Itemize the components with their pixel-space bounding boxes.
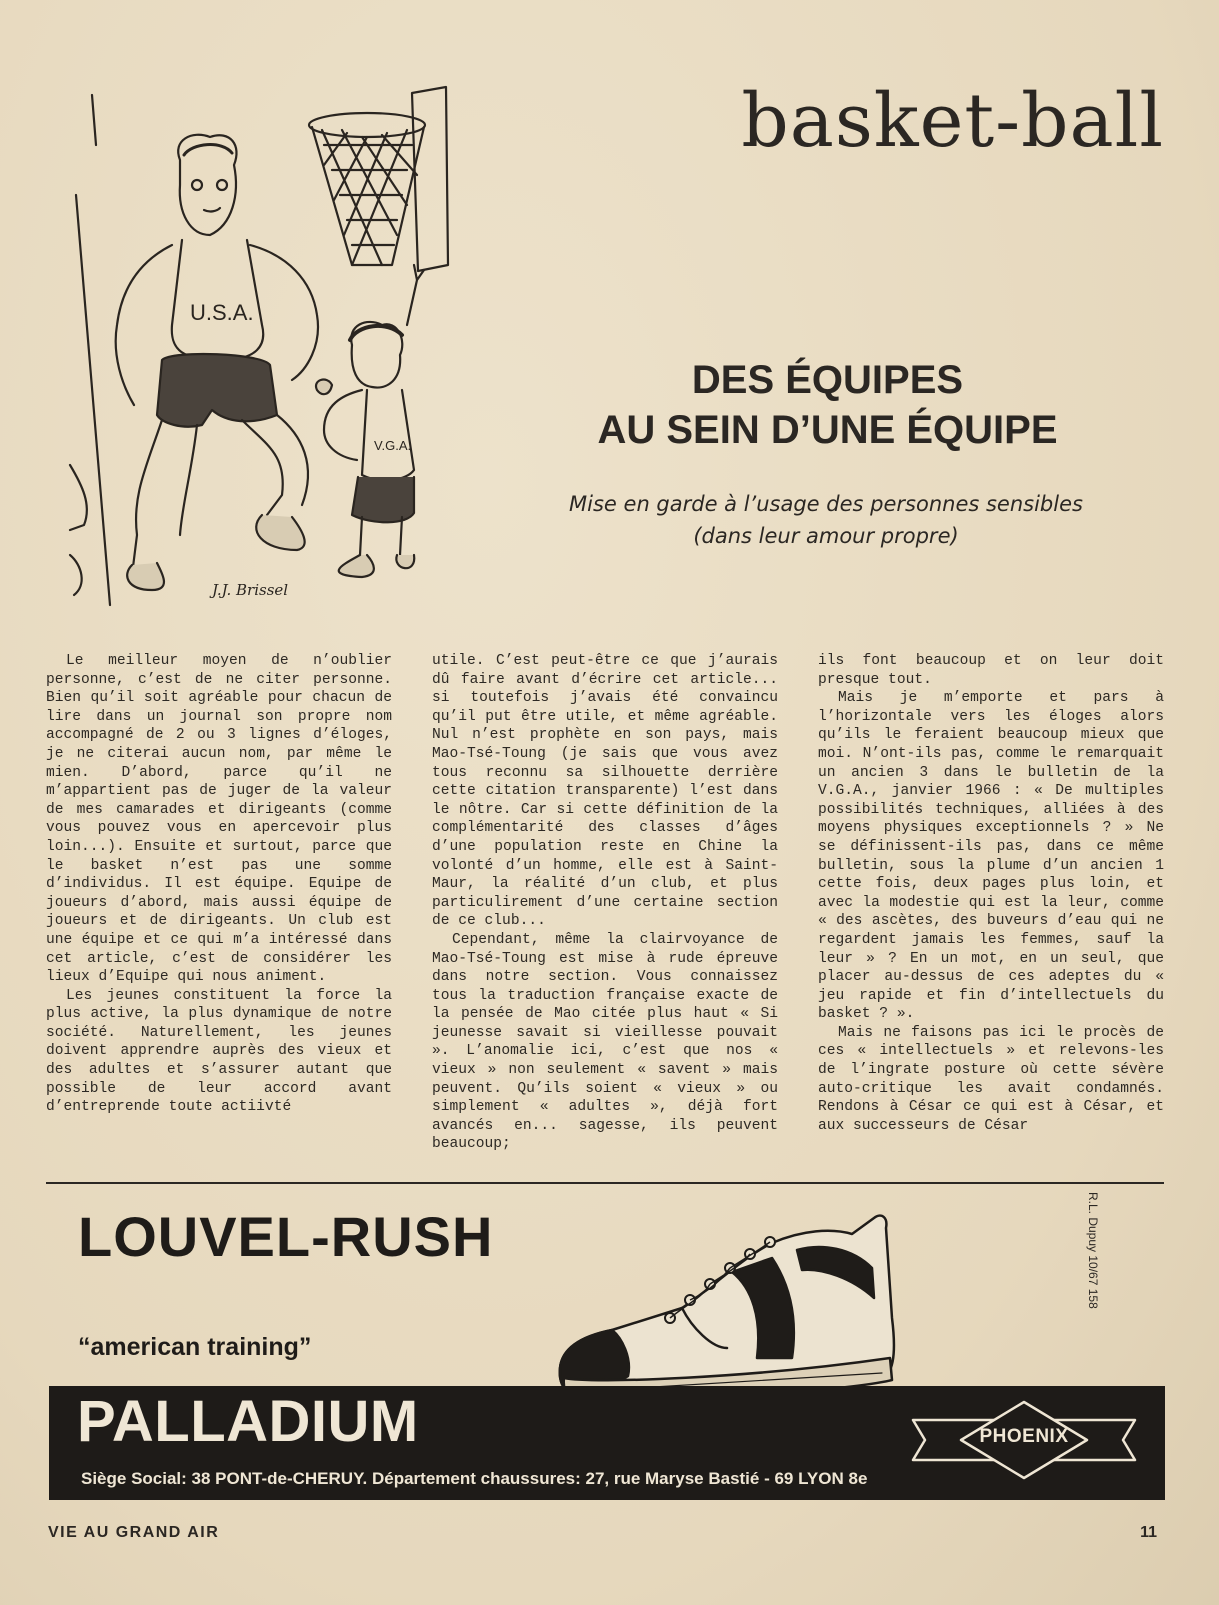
magazine-name: VIE AU GRAND AIR [48, 1524, 220, 1541]
jersey-usa-text: U.S.A. [190, 300, 254, 325]
paragraph: ils font beaucoup et on leur doit presque tout. [818, 653, 1164, 688]
phoenix-logo [909, 1398, 1139, 1482]
ad-band-brand: PALLADIUM [77, 1389, 419, 1454]
basketball-cartoon-illustration [62, 85, 462, 625]
paragraph: Mais je m’emporte et pars à l’horizontale vers les éloges alors qu’ils le feraient beaucoup mieux que moi. N’ont-ils pas, comme le remarquait un ancien 3 dans le bulletin de la V.G.A., janvier 1966 : « De multiples possibilités techniques, alliées à des moyens physiques exceptionnels ? » Ne se définissent-ils pas, dans ce même bulletin, sous la plume d’un ancien 1 cette fois, deux pages plus loin, et avec la modestie qui est la leur, comme « des ascètes, des buveurs d’eau qui ne regardent jamais les femmes, sauf la leur » ? En un mot, en un seul, que placer au-dessus de ces adeptes du « jeu rapide et fin d’intellectuels du basket ? ». [818, 690, 1164, 1023]
paragraph: Cependant, même la clairvoyance de Mao-Tsé-Toung est mise à rude épreuve dans notre section. Vous connaissez tous la traduction française exacte de la pensée de Mao citée plus haut « Si jeunesse savait si vieillesse pouvait ». L’anomalie ici, c’est que nos « vieux » non seulement « savent » mais peuvent. Qu’ils soient « vieux » ou simplement « adultes », déjà fort avancés en... sagesse, ils peuvent beaucoup; [432, 931, 778, 1153]
section-title: basket-ball [741, 78, 1164, 164]
page-number: 11 [1140, 1524, 1157, 1541]
article-body [46, 652, 1164, 1162]
phoenix-logo-text: PHOENIX [979, 1426, 1069, 1447]
paragraph: Les jeunes constituent la force la plus active, la plus dynamique de notre société. Naturellement, les jeunes doivent apprendre auprès des vieux et des adultes et s’assurer autant que possible de leur accord avant d’entreprende toute actiivté [46, 987, 392, 1116]
ad-credit: R.L. Dupuy 10/67 158 [1086, 1192, 1100, 1309]
paragraph: Le meilleur moyen de n’oublier personne, c’est de ne citer personne. Bien qu’il soit agréable pour chacun de lire dans un journal son propre nom accompagné de 2 ou 3 lignes d’éloges, je ne citerai aucun nom, par même le mien. D’abord, parce qu’il ne m’appartient pas de juger de la valeur de mes camarades et dirigeants (comme vous pouvez vous en apercevoir plus loin...). Ensuite et surtout, parce que le basket n’est pas une somme d’individus. Il est équipe. Equipe de joueurs d’abord, mais aussi équipe de joueurs et de dirigeants. Un club est une équipe et ce qui m’a intéressé dans cet article, c’est de considérer les lieux d’Equipe qui nous animent. [46, 653, 392, 986]
ad-brand-band [49, 1386, 1165, 1500]
article-subtitle [520, 488, 1132, 552]
subtitle-line-2: (dans leur amour propre) [693, 524, 959, 548]
ad-tagline: “american training” [78, 1333, 312, 1361]
article-column-3 [818, 652, 1164, 1162]
article-column-1 [46, 652, 392, 1162]
subtitle-line-1: Mise en garde à l’usage des personnes sensibles [569, 492, 1083, 516]
article-column-2 [432, 652, 778, 1162]
divider-rule [46, 1182, 1164, 1184]
ad-address: Siège Social: 38 PONT-de-CHERUY. Département chaussures: 27, rue Maryse Bastié - 69 LYON 8e [81, 1469, 868, 1488]
paragraph: Mais ne faisons pas ici le procès de ces « intellectuels » et relevons-les de l’ingrate posture où cette sévère auto-critique les avait condamnés. Rendons à César ce qui est à César, et aux successeurs de César [818, 1024, 1164, 1134]
headline-line-2: AU SEIN D’UNE ÉQUIPE [597, 408, 1058, 452]
article-headline [530, 355, 1125, 455]
paragraph: utile. C’est peut-être ce que j’aurais dû faire avant d’écrire cet article... si toutefois j’avais été convaincu qu’il put être utile, et même agréable. Nul n’est prophète en son pays, mais Mao-Tsé-Toung (je sais que vous avez tous reconnu sa silhouette derrière cette citation transparente) l’est dans le nôtre. Car si cette définition de la complémentarité des classes d’âges d’une population reste en Chine la volonté d’un homme, elle est à Saint-Maur, la réalité d’un club, et plus particulirement d’une certaine section de ce club... [432, 653, 778, 930]
ad-brand: LOUVEL-RUSH [78, 1205, 494, 1268]
illustrator-signature: J.J. Brissel [212, 581, 289, 599]
headline-line-1: DES ÉQUIPES [691, 358, 964, 402]
jersey-vga-text: V.G.A. [374, 438, 412, 453]
